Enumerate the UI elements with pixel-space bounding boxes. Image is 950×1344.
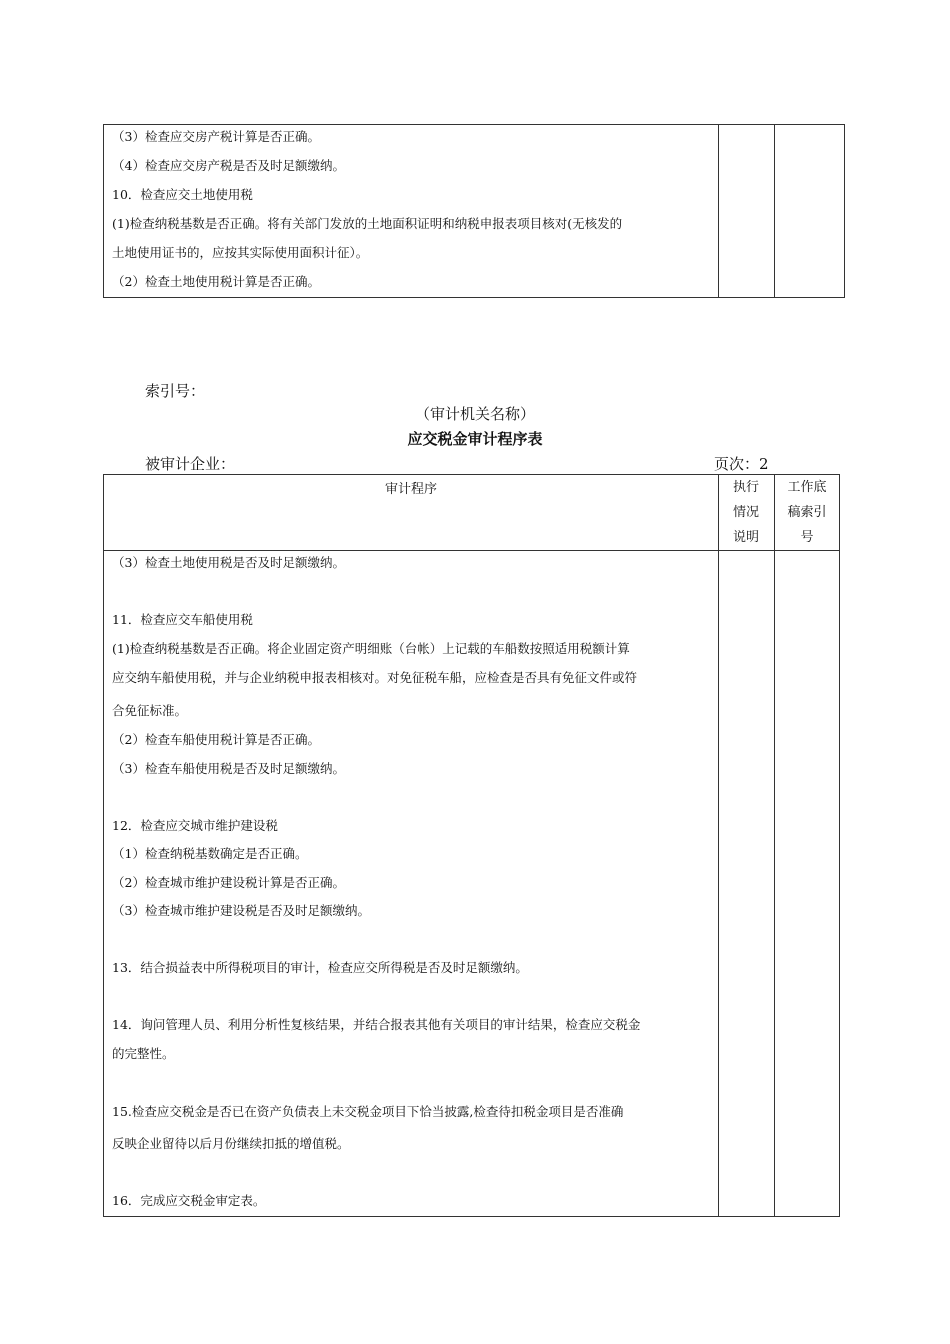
procedure-line: 应交纳车船使用税，并与企业纳税申报表相核对。对免征税车船，应检查是否具有免征文件或符: [112, 670, 638, 685]
column-divider: [774, 125, 775, 297]
procedure-line: 合免征标准。: [112, 703, 188, 718]
column-divider: [718, 475, 719, 1216]
procedure-line: (1)检查纳税基数是否正确。将企业固定资产明细账（台帐）上记载的车船数按照适用税额计算: [112, 641, 630, 656]
column-divider: [718, 125, 719, 297]
procedure-line: 14．询问管理人员、利用分析性复核结果，并结合报表其他有关项目的审计结果，检查应交税金: [112, 1017, 641, 1032]
procedure-line: （2）检查车船使用税计算是否正确。: [112, 732, 320, 747]
procedure-line: （3）检查应交房产税计算是否正确。: [112, 129, 320, 144]
procedure-line: （4）检查应交房产税是否及时足额缴纳。: [112, 158, 345, 173]
header-divider: [104, 550, 839, 551]
column-header-procedure: 审计程序: [384, 482, 437, 497]
page-title: 应交税金审计程序表: [407, 430, 543, 448]
table-continued: [103, 124, 845, 298]
procedure-line: 反映企业留待以后月份继续扣抵的增值税。: [112, 1136, 350, 1151]
column-divider: [774, 475, 775, 1216]
page-number: 页次：2: [714, 455, 769, 473]
column-header-ref: 工作底 稿索引 号: [787, 480, 827, 545]
procedure-line: 10．检查应交土地使用税: [112, 187, 253, 202]
index-label: 索引号：: [145, 382, 206, 400]
procedure-line: 12．检查应交城市维护建设税: [112, 818, 278, 833]
procedure-line: 的完整性。: [112, 1046, 175, 1061]
procedure-line: （2）检查土地使用税计算是否正确。: [112, 274, 320, 289]
procedure-line: （3）检查城市维护建设税是否及时足额缴纳。: [112, 903, 370, 918]
audited-company-label: 被审计企业：: [145, 455, 236, 473]
procedure-line: 15.检查应交税金是否已在资产负债表上未交税金项目下恰当披露,检查待扣税金项目是否准确: [112, 1104, 624, 1119]
procedure-line: (1)检查纳税基数是否正确。将有关部门发放的土地面积证明和纳税申报表项目核对(无核发的: [112, 216, 623, 231]
org-name: （审计机关名称）: [414, 405, 535, 423]
procedure-line: （1）检查纳税基数确定是否正确。: [112, 846, 308, 861]
column-header-exec: 执行 情况 说明: [732, 480, 759, 545]
procedure-line: 11．检查应交车船使用税: [112, 612, 253, 627]
procedure-line: （3）检查土地使用税是否及时足额缴纳。: [112, 555, 345, 570]
procedure-line: 13．结合损益表中所得税项目的审计，检查应交所得税是否及时足额缴纳。: [112, 960, 528, 975]
procedure-line: （2）检查城市维护建设税计算是否正确。: [112, 875, 345, 890]
procedure-line: （3）检查车船使用税是否及时足额缴纳。: [112, 761, 345, 776]
procedure-line: 土地使用证书的，应按其实际使用面积计征）。: [112, 245, 369, 260]
procedure-line: 16．完成应交税金审定表。: [112, 1193, 266, 1208]
